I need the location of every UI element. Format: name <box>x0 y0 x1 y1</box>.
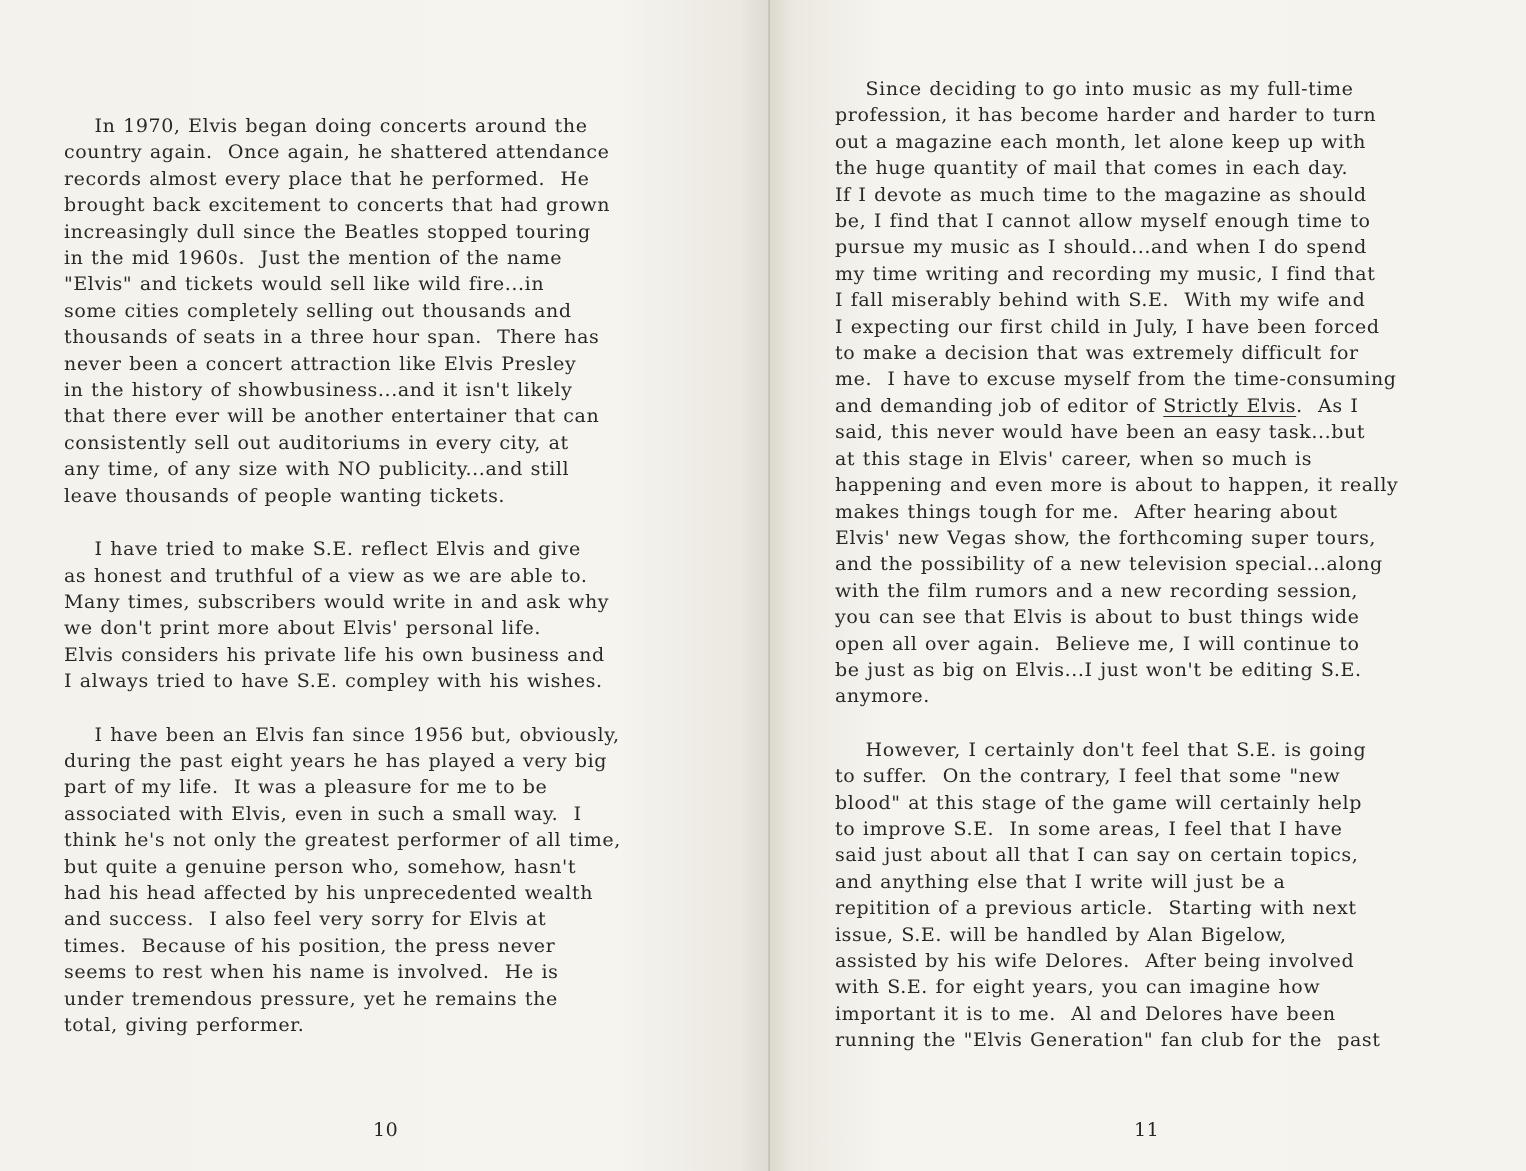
text-line: as honest and truthful of a view as we are able to. <box>64 564 588 587</box>
text-line: I fall miserably behind with S.E. With my wife and <box>835 289 1366 312</box>
text-line: happening and even more is about to happen, it really <box>835 474 1399 497</box>
text-line: I expecting our first child in July, I have been forced <box>835 315 1380 338</box>
text-line: during the past eight years he has played a very big <box>64 749 608 772</box>
right-page-text <box>835 76 1495 1054</box>
text-line: at this stage in Elvis' career, when so much is <box>835 447 1313 470</box>
paragraph <box>64 536 724 694</box>
text-line: some cities completely selling out thousands and <box>64 299 572 322</box>
text-line: me. I have to excuse myself from the time-consuming <box>835 368 1397 391</box>
magazine-title: Strictly Elvis <box>1163 394 1297 417</box>
paragraph <box>64 722 724 1039</box>
text-line: thousands of seats in a three hour span. There has <box>64 326 600 349</box>
text-line: that there ever will be another entertainer that can <box>64 405 600 428</box>
paragraph <box>835 737 1495 1054</box>
text-line: my time writing and recording my music, I find that <box>835 262 1376 285</box>
text-line: leave thousands of people wanting tickets. <box>64 484 506 507</box>
text-line: you can see that Elvis is about to bust things wide <box>835 606 1360 629</box>
text-line: associated with Elvis, even in such a small way. I <box>64 802 582 825</box>
text-line: with S.E. for eight years, you can imagine how <box>835 976 1321 999</box>
text-line: any time, of any size with NO publicity...and still <box>64 458 570 481</box>
text-line: to suffer. On the contrary, I feel that some "new <box>835 765 1341 788</box>
text-line: seems to rest when his name is involved. He is <box>64 961 559 984</box>
text-line: In 1970, Elvis began doing concerts around the <box>64 115 588 137</box>
text-line: and the possibility of a new television special...along <box>835 553 1383 576</box>
left-page-text <box>64 113 724 1038</box>
text-line: consistently sell out auditoriums in every city, at <box>64 431 569 454</box>
text-line: and demanding job of editor of Strictly Elvis. As I <box>835 394 1359 417</box>
text-line: assisted by his wife Delores. After being involved <box>835 950 1355 972</box>
text-line: pursue my music as I should...and when I do spend <box>835 236 1367 259</box>
text-line: brought back excitement to concerts that had grown <box>64 194 611 217</box>
right-page <box>770 0 1526 1171</box>
text-line: said, this never would have been an easy task...but <box>835 421 1366 444</box>
text-line: Elvis' new Vegas show, the forthcoming super tours, <box>835 526 1377 549</box>
text-line: important it is to me. Al and Delores have been <box>835 1002 1336 1025</box>
text-line: said just about all that I can say on certain topics, <box>835 844 1359 867</box>
text-line: profession, it has become harder and harder to turn <box>835 104 1377 127</box>
text-line: Elvis considers his private life his own business and <box>64 643 605 666</box>
text-line: never been a concert attraction like Elvis Presley <box>64 352 577 375</box>
text-line: and anything else that I write will just be a <box>835 870 1286 893</box>
text-line: and success. I also feel very sorry for Elvis at <box>64 908 547 931</box>
text-line: Since deciding to go into music as my full-time <box>835 78 1354 100</box>
text-line: part of my life. It was a pleasure for me to be <box>64 776 548 799</box>
text-line: to make a decision that was extremely difficult for <box>835 342 1359 365</box>
text-line: I have been an Elvis fan since 1956 but, obviously, <box>64 723 620 746</box>
text-line: we don't print more about Elvis' personal life. <box>64 617 541 640</box>
text-line: think he's not only the greatest performer of all time, <box>64 829 621 852</box>
text-line: running the "Elvis Generation" fan club for the past <box>835 1029 1381 1052</box>
page-number: 10 <box>373 1119 399 1141</box>
text-line: be, I find that I cannot allow myself enough time to <box>835 210 1371 233</box>
text-line: but quite a genuine person who, somehow, hasn't <box>64 855 577 878</box>
text-line: records almost every place that he performed. He <box>64 167 590 190</box>
text-line: with the film rumors and a new recording session, <box>835 579 1359 602</box>
text-line: be just as big on Elvis...I just won't be editing S.E. <box>835 658 1362 681</box>
text-line: anymore. <box>835 685 930 708</box>
text-line: However, I certainly don't feel that S.E. is going <box>835 738 1367 761</box>
text-line: Many times, subscribers would write in and ask why <box>64 590 610 613</box>
text-line: in the mid 1960s. Just the mention of the name <box>64 247 563 270</box>
text-line: "Elvis" and tickets would sell like wild fire...in <box>64 273 545 296</box>
text-line: under tremendous pressure, yet he remains the <box>64 987 558 1010</box>
paragraph <box>64 113 724 509</box>
text-line: repitition of a previous article. Starting with next <box>835 897 1357 920</box>
text-line: to improve S.E. In some areas, I feel that I have <box>835 817 1343 840</box>
text-line: had his head affected by his unprecedented wealth <box>64 881 594 904</box>
page-number: 11 <box>1134 1119 1160 1141</box>
text-line: I have tried to make S.E. reflect Elvis and give <box>64 538 581 561</box>
text-line: total, giving performer. <box>64 1014 305 1036</box>
text-line: times. Because of his position, the press never <box>64 934 556 957</box>
paragraph <box>835 76 1495 710</box>
text-line: open all over again. Believe me, I will continue to <box>835 632 1360 655</box>
text-line: issue, S.E. will be handled by Alan Bigelow, <box>835 923 1287 946</box>
text-line: increasingly dull since the Beatles stopped touring <box>64 220 591 243</box>
text-line: blood" at this stage of the game will certainly help <box>835 791 1362 814</box>
text-line: the huge quantity of mail that comes in each day. <box>835 157 1349 180</box>
text-line: country again. Once again, he shattered attendance <box>64 141 610 164</box>
text-line: in the history of showbusiness...and it isn't likely <box>64 379 573 402</box>
text-line: out a magazine each month, let alone keep up with <box>835 130 1366 153</box>
text-line: If I devote as much time to the magazine as should <box>835 183 1367 206</box>
text-line: makes things tough for me. After hearing about <box>835 500 1338 523</box>
text-line: I always tried to have S.E. compley with his wishes. <box>64 670 603 693</box>
